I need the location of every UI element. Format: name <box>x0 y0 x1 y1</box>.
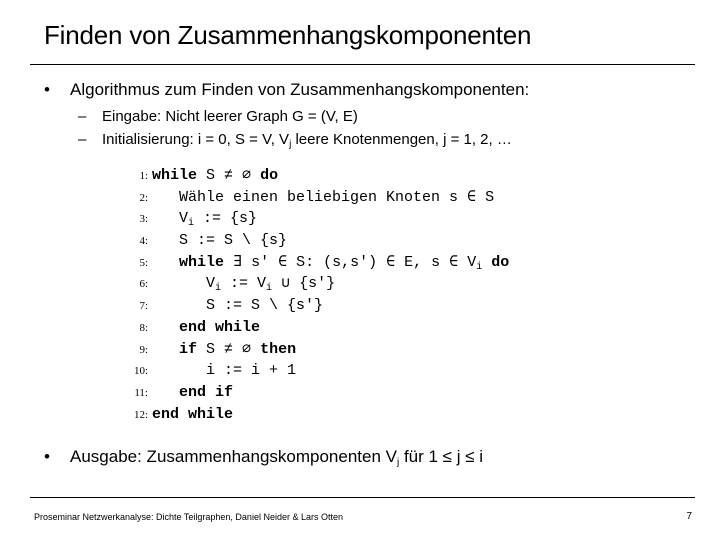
dash-marker: – <box>78 131 87 148</box>
line-number: 3: <box>139 213 148 226</box>
code-line-11: 11: end if <box>118 382 509 404</box>
code-line-6: 6: $V_i$ := $V_i$ ∪ {s'} <box>118 273 509 295</box>
code-line-4: 4: S := S \ {s} <box>118 230 509 252</box>
code-line-5: 5: while ∃ s' ∈ S: (s,s') ∈ E, s ∈ $V_i$ do <box>118 252 509 274</box>
sub-bullet-input <box>78 108 358 125</box>
line-number: 12: <box>133 408 148 421</box>
bullet-dot: • <box>44 447 50 466</box>
line-number: 2: <box>139 191 148 204</box>
slide-title: Finden von Zusammenhangskomponenten <box>44 20 532 50</box>
line-number: 8: <box>139 321 148 334</box>
dash-marker: – <box>78 108 87 125</box>
line-number: 10: <box>133 365 148 378</box>
code-line-3: 3: $V_i$ := {s} <box>118 208 509 230</box>
footer-divider <box>30 497 695 498</box>
code-line-2: 2: Wähle einen beliebigen Knoten s ∈ S <box>118 187 509 209</box>
line-number: 7: <box>139 300 148 313</box>
line-number: 5: <box>139 256 148 269</box>
bullet-output-text: Ausgabe: Zusammenhangskomponenten $V_j$ für 1 ≤ j ≤ i <box>70 447 484 468</box>
title-divider <box>30 64 695 65</box>
bullet-dot: • <box>44 80 50 99</box>
line-number: 1: <box>139 170 148 182</box>
line-number: 11: <box>134 386 148 399</box>
pseudocode-block <box>118 165 509 425</box>
code-line-1: 1: while S ≠ ∅ do <box>118 165 509 187</box>
sub-bullet-init-text: Initialisierung: i = 0, S = V, $V_j$ leere Knotenmengen, j = 1, 2, … <box>102 131 512 150</box>
code-line-9: 9: if S ≠ ∅ then <box>118 339 509 361</box>
code-line-7: 7: S := S \ {s'} <box>118 295 509 317</box>
footer-text: Proseminar Netzwerkanalyse: Dichte Teilgraphen, Daniel Neider & Lars Otten <box>34 512 343 522</box>
sub-bullet-input-text: Eingabe: Nicht leerer Graph G = (V, E) <box>102 108 358 125</box>
code-line-12: 12: end while <box>118 404 509 426</box>
bullet-algorithm-text: Algorithmus zum Finden von Zusammenhangskomponenten: <box>70 80 530 99</box>
line-number: 9: <box>139 343 148 356</box>
line-number: 4: <box>139 235 148 248</box>
bullet-algorithm <box>44 80 529 100</box>
sub-bullet-init <box>78 131 512 148</box>
bullet-output <box>44 447 483 467</box>
line-number: 6: <box>139 278 148 291</box>
page-number: 7 <box>686 511 692 522</box>
code-line-8: 8: end while <box>118 317 509 339</box>
code-line-10: 10: i := i + 1 <box>118 360 509 382</box>
